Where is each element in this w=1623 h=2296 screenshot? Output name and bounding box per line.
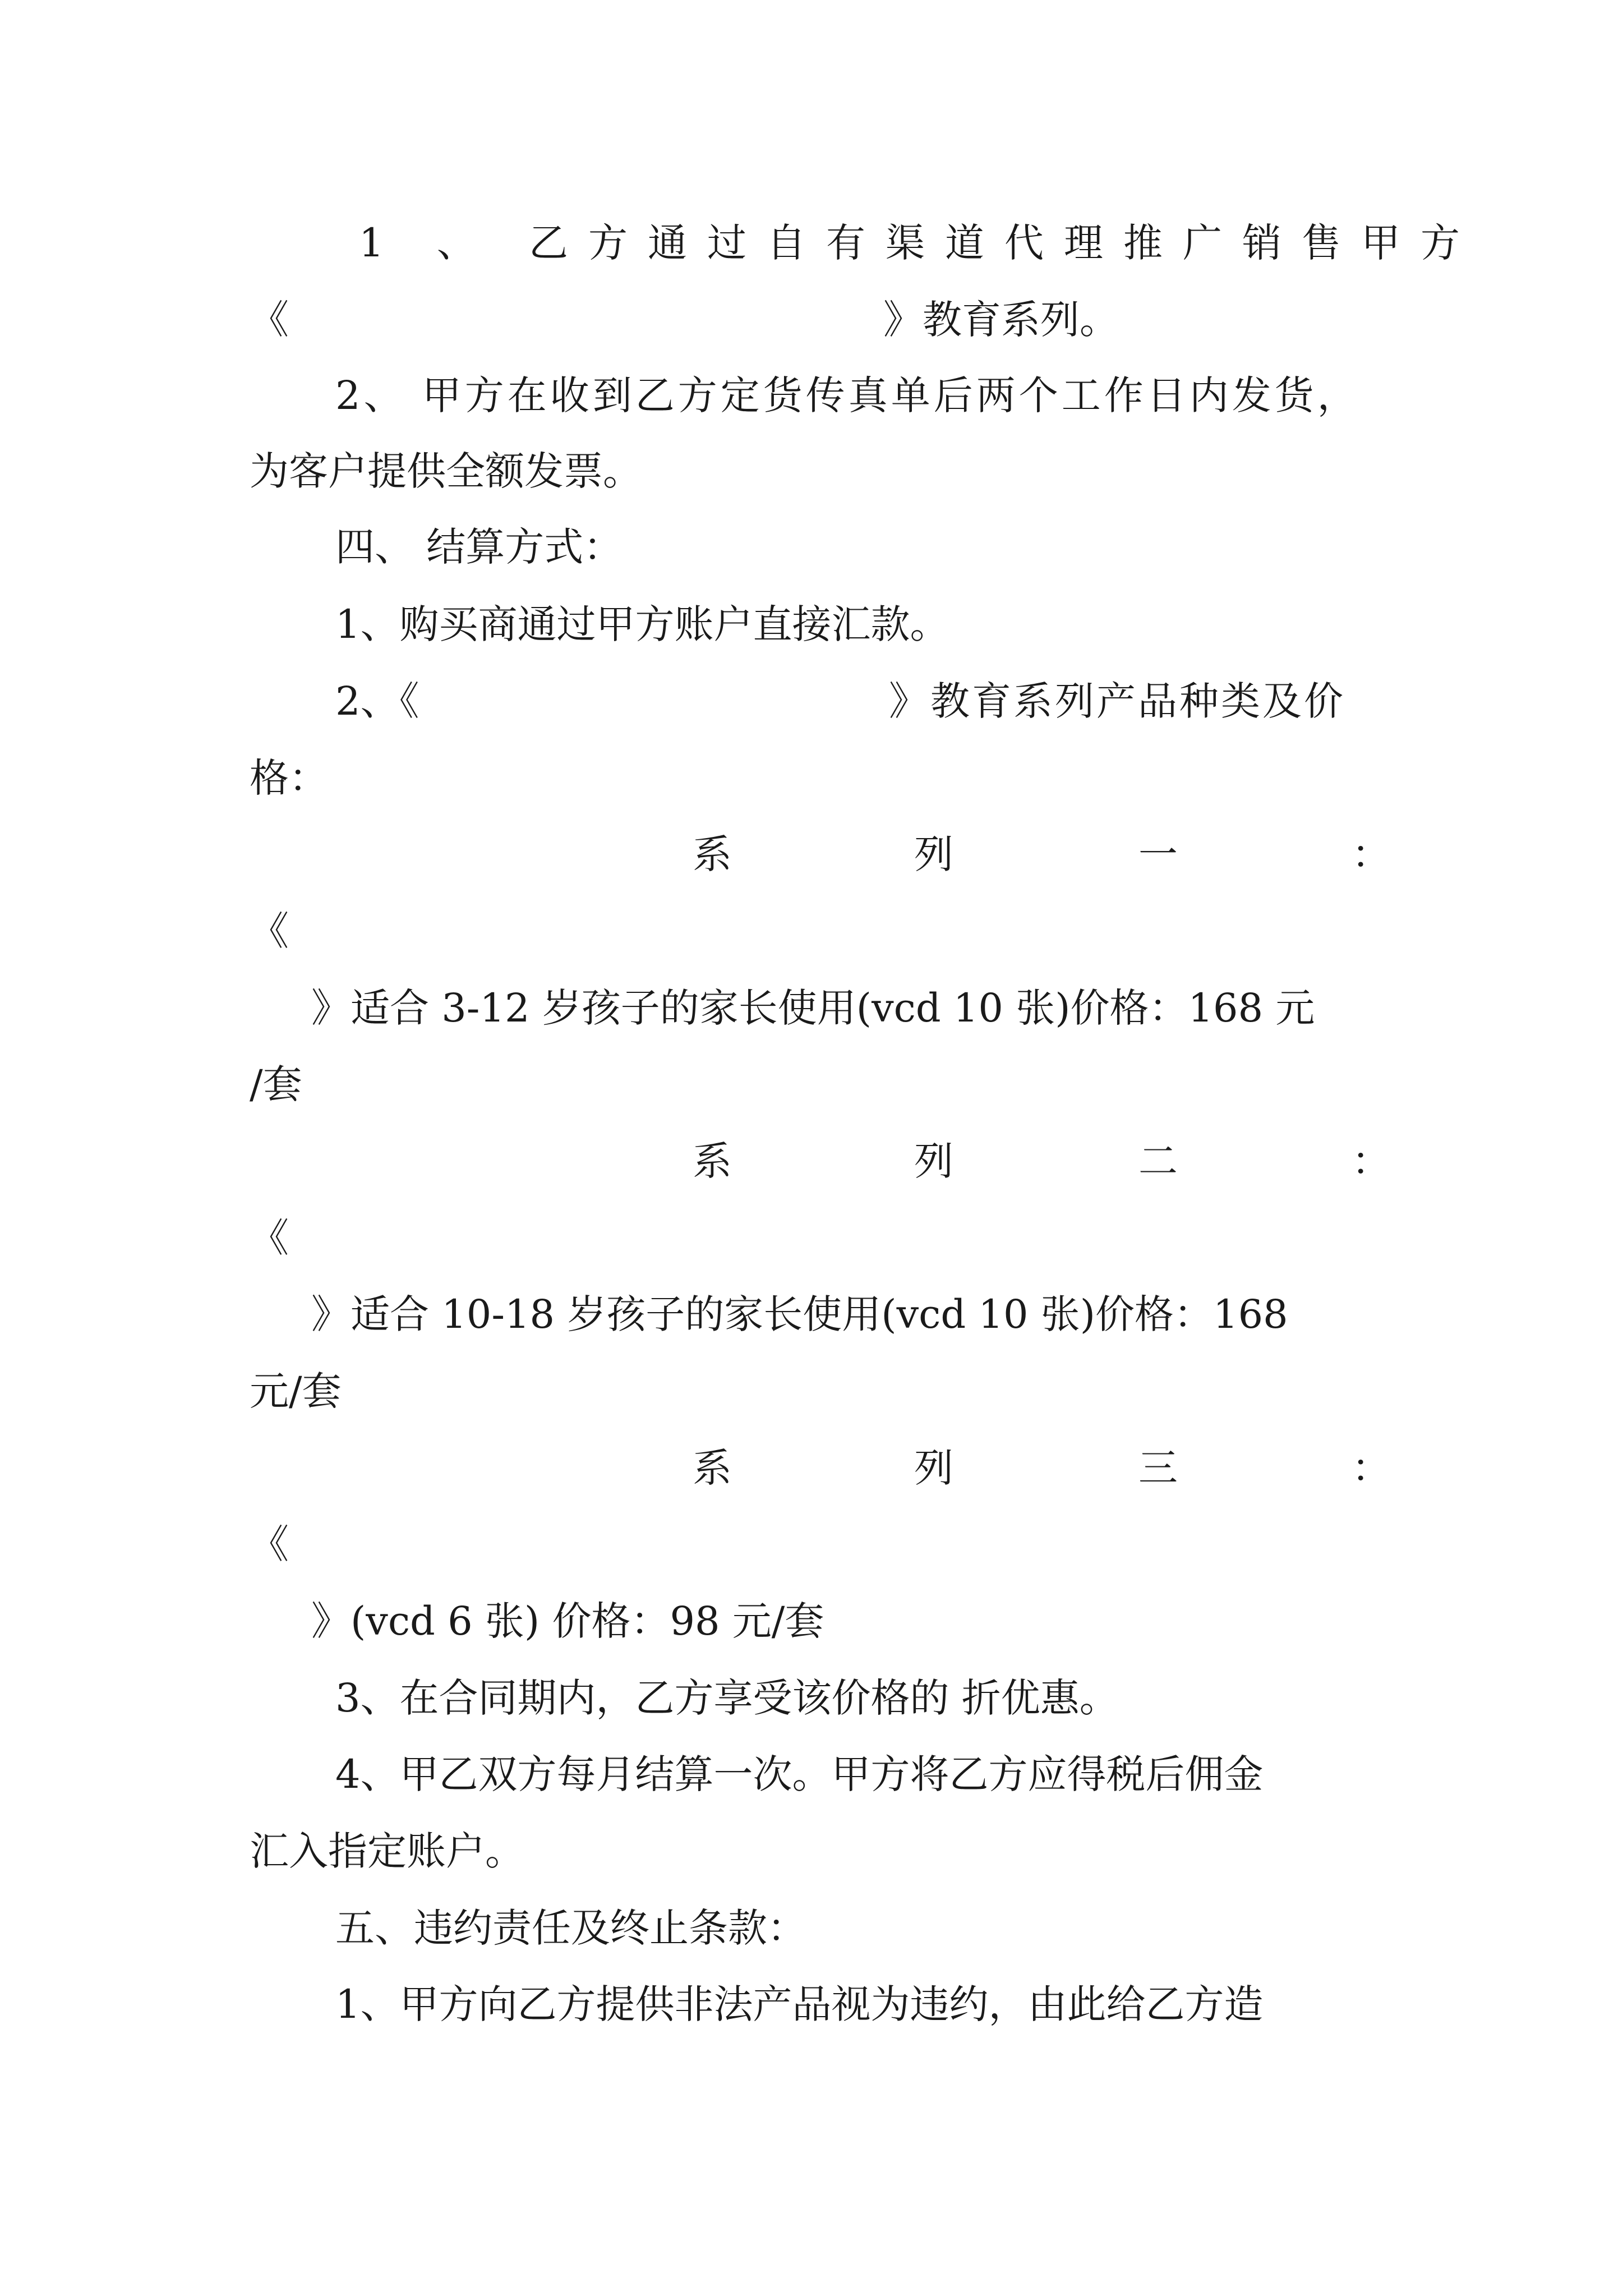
section-5-item-1: 1、甲方向乙方提供非法产品视为违约，由此给乙方造 [335, 1981, 1264, 2027]
series-2-desc-cont: 元/套 [250, 1368, 342, 1414]
series-2-char-2: 列 [914, 1138, 953, 1184]
section-4-item-2-cont: 格： [250, 755, 328, 801]
series-1-char-1: 系 [693, 831, 732, 877]
series-1-colon: ： [1352, 831, 1391, 877]
series-3-char-2: 列 [914, 1445, 953, 1491]
series-3-title-open: 《 [250, 1521, 289, 1567]
series-1-desc-cont: /套 [250, 1061, 302, 1107]
series-1-char-3: 一 [1138, 831, 1178, 877]
series-3-char-1: 系 [693, 1445, 732, 1491]
series-3-colon: ： [1352, 1445, 1391, 1491]
book-title-close: 》教育系列。 [883, 297, 1119, 343]
series-2-colon: ： [1352, 1138, 1391, 1184]
series-2-char-1: 系 [693, 1138, 732, 1184]
series-2-title-open: 《 [250, 1215, 289, 1261]
section-4-item-4-cont: 汇入指定账户。 [250, 1828, 524, 1874]
clause-2-line-2: 为客户提供全额发票。 [250, 448, 642, 494]
section-4-item-2-close: 》教育系列产品种类及价 [889, 678, 1345, 724]
series-1-char-2: 列 [914, 831, 953, 877]
series-1-desc: 》适合 3-12 岁孩子的家长使用(vcd 10 张)价格：168 元 [311, 985, 1315, 1031]
section-5-heading: 五、违约责任及终止条款： [335, 1905, 806, 1951]
section-4-heading: 四、 结算方式： [335, 524, 623, 570]
series-3-char-3: 三 [1138, 1445, 1178, 1491]
section-4-item-2-open: 2、《 [335, 678, 419, 724]
series-1-title-open: 《 [250, 908, 289, 954]
clause-2-line-1: 2、 甲方在收到乙方定货传真单后两个工作日内发货， [335, 372, 1360, 418]
series-2-char-3: 二 [1138, 1138, 1178, 1184]
clause-1-text: 1 、 乙方通过自有渠道代理推广销售甲方 [359, 220, 1481, 266]
section-4-item-3: 3、在合同期内，乙方享受该价格的 折优惠。 [335, 1675, 1119, 1721]
series-2-desc: 》适合 10-18 岁孩子的家长使用(vcd 10 张)价格：168 [311, 1291, 1288, 1337]
section-4-item-4: 4、甲乙双方每月结算一次。甲方将乙方应得税后佣金 [335, 1751, 1264, 1797]
clause-1-line [359, 218, 1481, 268]
series-3-desc: 》(vcd 6 张) 价格：98 元/套 [311, 1598, 824, 1644]
section-4-item-1: 1、购买商通过甲方账户直接汇款。 [335, 601, 949, 647]
book-title-open: 《 [250, 297, 289, 343]
